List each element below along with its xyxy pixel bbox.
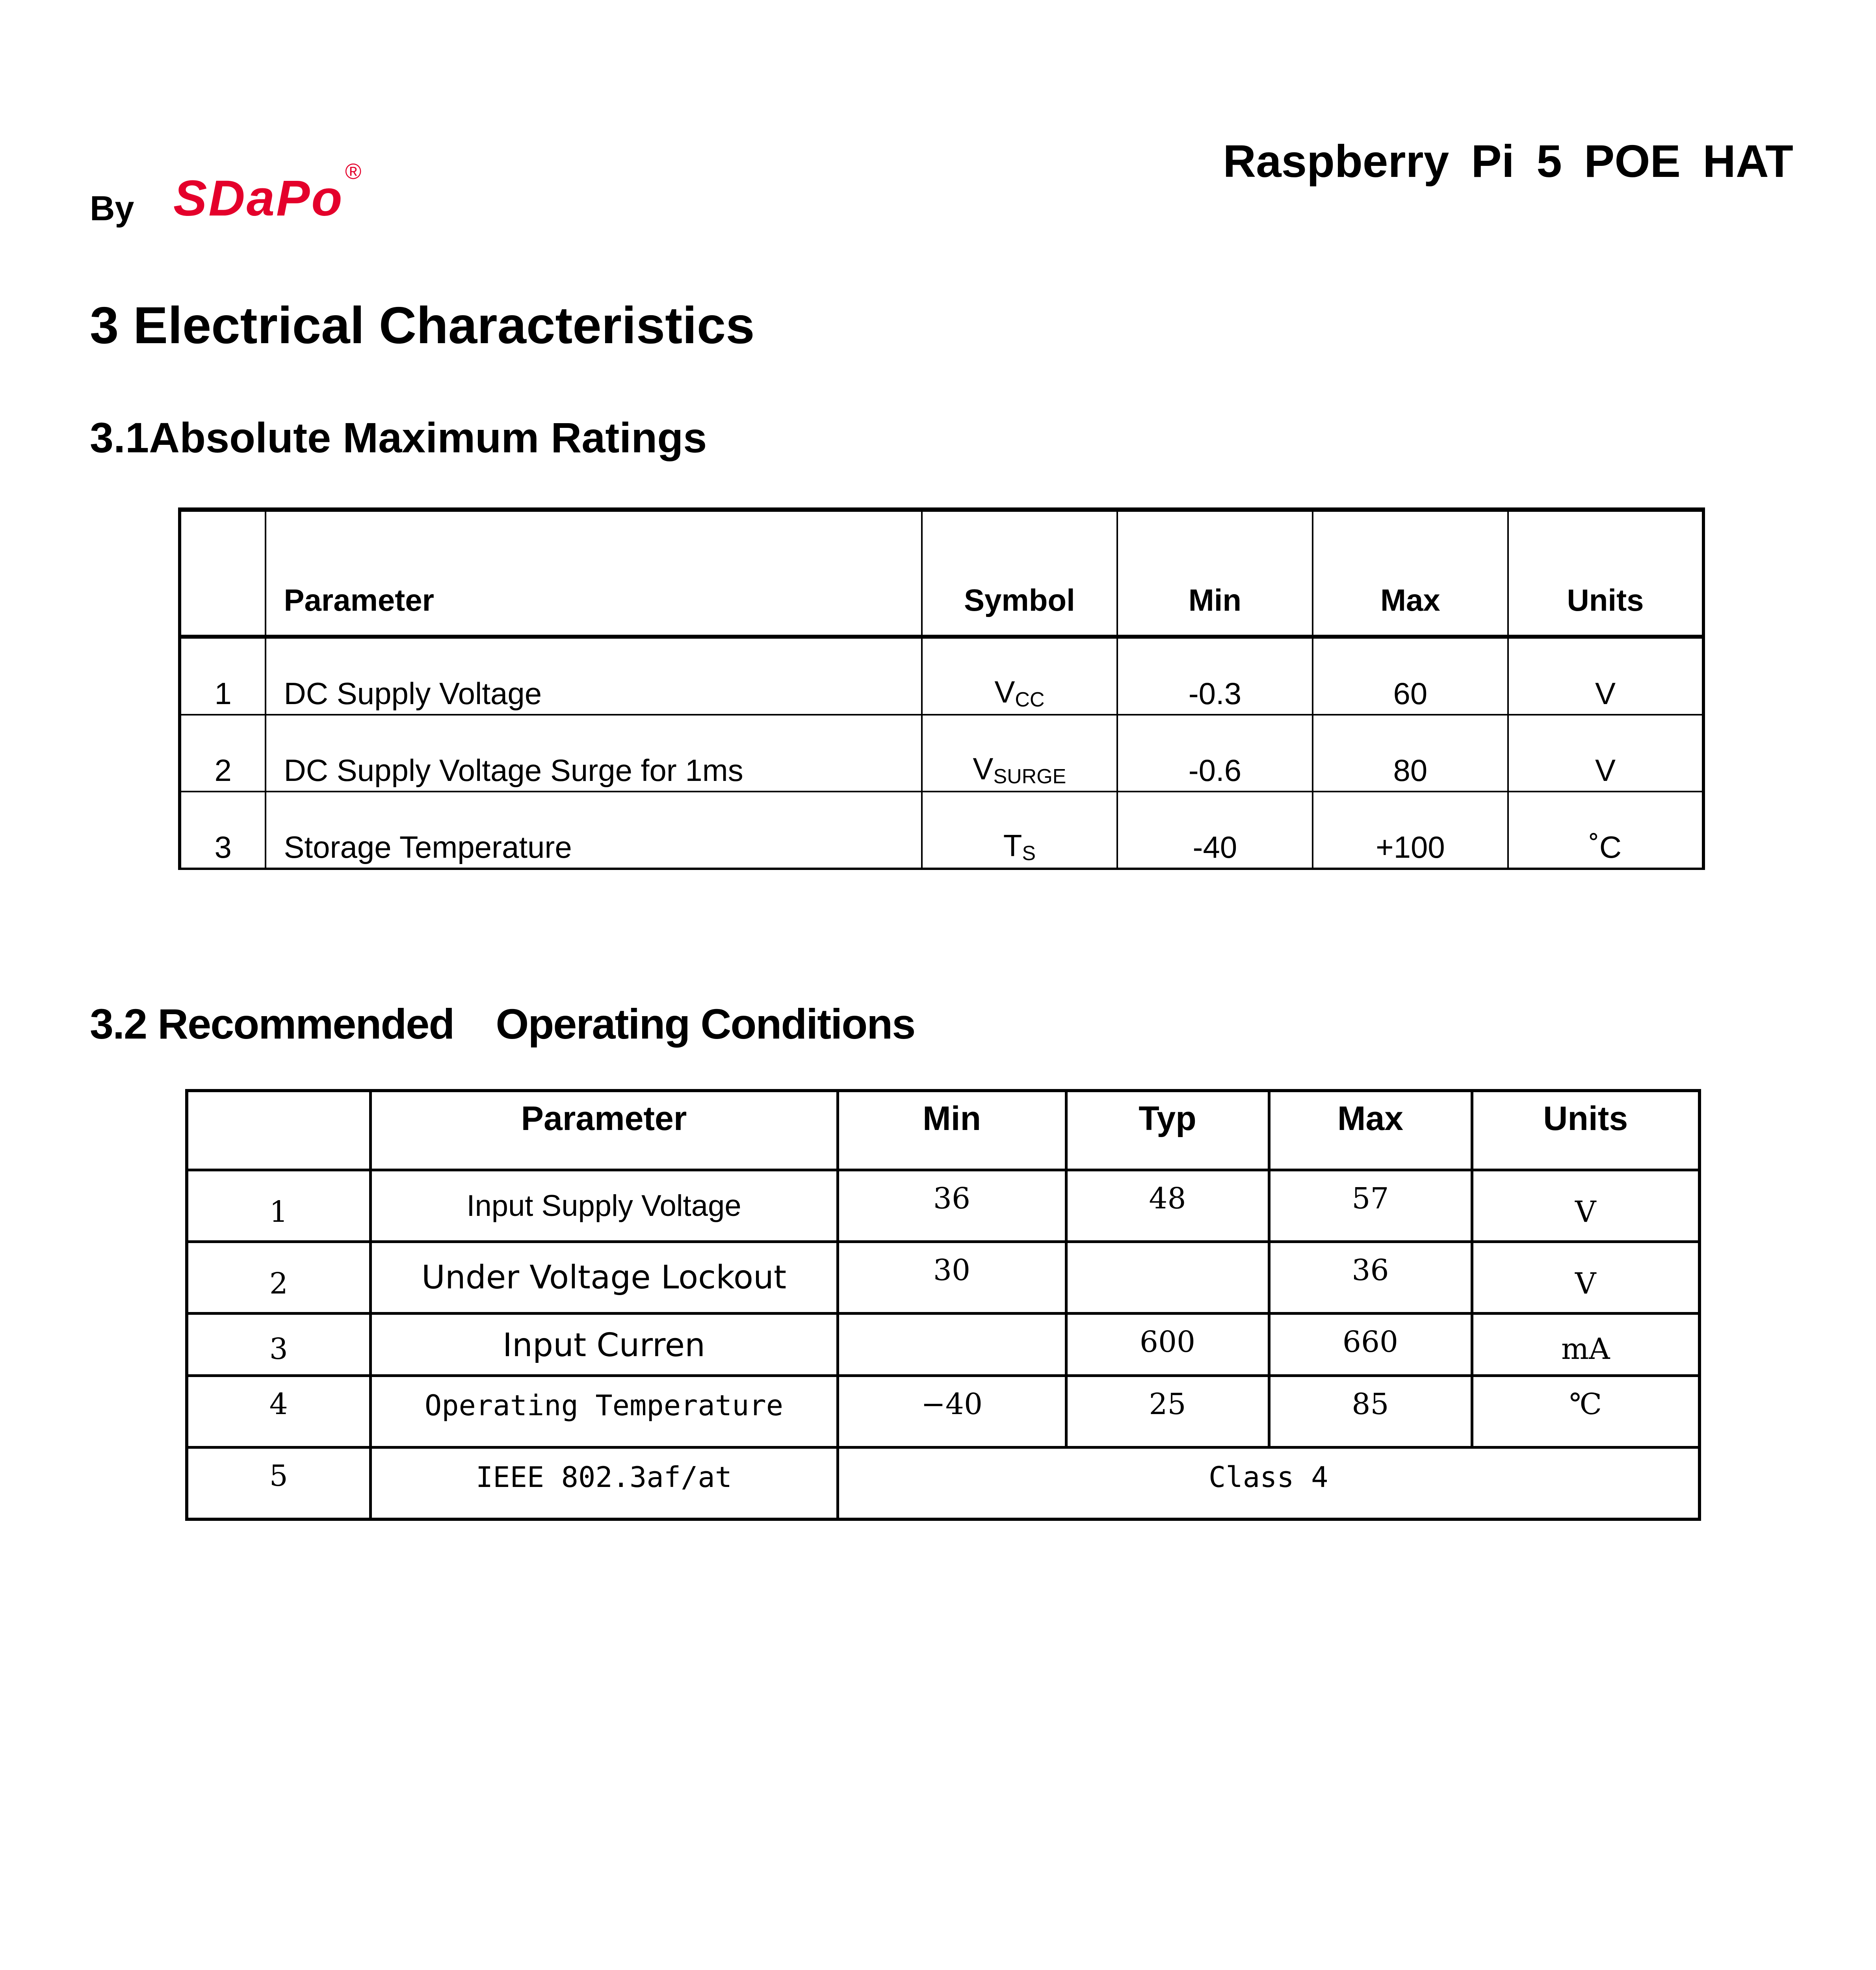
row-number: 2 xyxy=(187,1242,370,1314)
table-header-row xyxy=(180,510,1703,637)
abs-max-title: 3.1Absolute Maximum Ratings xyxy=(90,414,707,461)
product-title: Raspberry Pi 5 POE HAT xyxy=(1223,136,1793,187)
registered-mark: ® xyxy=(345,159,362,184)
header-cell: Units xyxy=(1472,1091,1700,1170)
table-row xyxy=(180,792,1703,869)
symbol-subscript: CC xyxy=(1015,688,1045,711)
min-cell: -40 xyxy=(1117,792,1313,869)
symbol-main: V xyxy=(973,751,994,786)
max-cell: 85 xyxy=(1269,1376,1472,1448)
typ-cell: 48 xyxy=(1066,1170,1269,1242)
header-cell: Parameter xyxy=(266,510,921,637)
units-cell: V xyxy=(1472,1170,1700,1242)
symbol-cell xyxy=(922,637,1117,715)
header-cell xyxy=(180,510,266,637)
parameter-cell: Operating Temperature xyxy=(370,1376,838,1448)
class-cell: Class 4 xyxy=(838,1448,1700,1519)
table-row xyxy=(187,1376,1700,1448)
header-cell: Parameter xyxy=(370,1091,838,1170)
row-number: 1 xyxy=(180,637,266,715)
symbol-main: T xyxy=(1003,828,1022,863)
header-cell: Units xyxy=(1508,510,1703,637)
max-cell: 57 xyxy=(1269,1170,1472,1242)
rec-op-title: 3.2 Recommended Operating Conditions xyxy=(90,1000,915,1048)
min-cell: -0.6 xyxy=(1117,715,1313,792)
row-number: 5 xyxy=(187,1448,370,1519)
header-cell: Max xyxy=(1313,510,1508,637)
units-cell: V xyxy=(1508,715,1703,792)
max-cell: 60 xyxy=(1313,637,1508,715)
symbol-main: V xyxy=(994,675,1015,709)
header-cell xyxy=(187,1091,370,1170)
section-title: 3 Electrical Characteristics xyxy=(90,296,755,354)
header-cell: Max xyxy=(1269,1091,1472,1170)
max-cell: 660 xyxy=(1269,1314,1472,1376)
typ-cell: 25 xyxy=(1066,1376,1269,1448)
symbol-subscript: S xyxy=(1022,842,1036,865)
parameter-cell: Input Curren xyxy=(370,1314,838,1376)
absolute-maximum-ratings-table xyxy=(178,507,1705,870)
header-cell: Min xyxy=(838,1091,1066,1170)
min-cell: -0.3 xyxy=(1117,637,1313,715)
units-cell: ℃ xyxy=(1472,1376,1700,1448)
parameter-cell: IEEE 802.3af/at xyxy=(370,1448,838,1519)
row-number: 3 xyxy=(187,1314,370,1376)
parameter-cell: DC Supply Voltage Surge for 1ms xyxy=(266,715,921,792)
header-cell: Min xyxy=(1117,510,1313,637)
symbol-subscript: SURGE xyxy=(993,765,1066,788)
row-number: 1 xyxy=(187,1170,370,1242)
table-row xyxy=(187,1242,1700,1314)
units-cell: V xyxy=(1508,637,1703,715)
symbol-cell xyxy=(922,715,1117,792)
row-number: 4 xyxy=(187,1376,370,1448)
typ-cell: 600 xyxy=(1066,1314,1269,1376)
units-cell: mA xyxy=(1472,1314,1700,1376)
header-by: By xyxy=(90,189,134,228)
table-row xyxy=(187,1314,1700,1376)
parameter-cell: DC Supply Voltage xyxy=(266,637,921,715)
parameter-cell: Storage Temperature xyxy=(266,792,921,869)
table-row xyxy=(187,1448,1700,1519)
min-cell: −40 xyxy=(838,1376,1066,1448)
symbol-cell xyxy=(922,792,1117,869)
max-cell: 36 xyxy=(1269,1242,1472,1314)
row-number: 2 xyxy=(180,715,266,792)
typ-cell xyxy=(1066,1242,1269,1314)
table-row xyxy=(180,637,1703,715)
table-row xyxy=(180,715,1703,792)
max-cell: +100 xyxy=(1313,792,1508,869)
table-header-row xyxy=(187,1091,1700,1170)
recommended-operating-conditions-table xyxy=(185,1089,1701,1521)
parameter-cell: Input Supply Voltage xyxy=(370,1170,838,1242)
min-cell: 36 xyxy=(838,1170,1066,1242)
units-cell: ˚C xyxy=(1508,792,1703,869)
units-cell: V xyxy=(1472,1242,1700,1314)
header-cell: Symbol xyxy=(922,510,1117,637)
row-number: 3 xyxy=(180,792,266,869)
min-cell xyxy=(838,1314,1066,1376)
min-cell: 30 xyxy=(838,1242,1066,1314)
sdapo-logo: SDaPo xyxy=(173,170,344,227)
header-cell: Typ xyxy=(1066,1091,1269,1170)
max-cell: 80 xyxy=(1313,715,1508,792)
parameter-cell: Under Voltage Lockout xyxy=(370,1242,838,1314)
table-row xyxy=(187,1170,1700,1242)
